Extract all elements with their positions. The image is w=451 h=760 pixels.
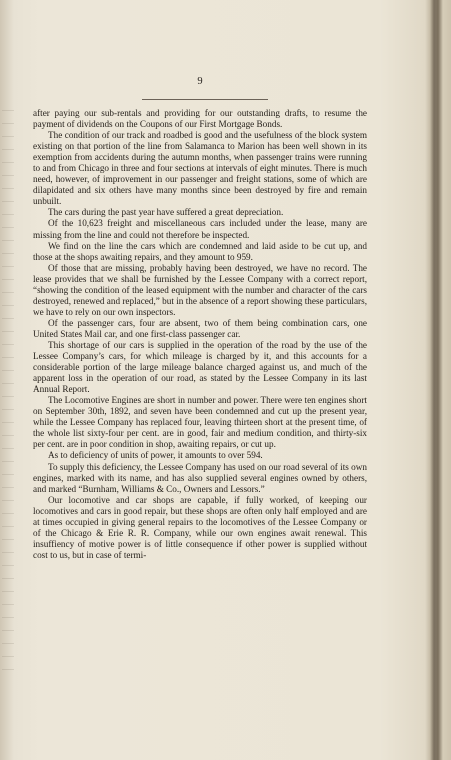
paragraph-10: As to deficiency of units of power, it amounts to over 594. xyxy=(48,450,263,461)
paragraph-4: Of the 10,623 freight and miscellaneous cars included under the lease, many are missing from the line and could not therefore be inspected. xyxy=(33,218,367,240)
paragraph-1: after paying our sub-rentals and providing for our outstanding drafts, to resume the payment of dividends on the Coupons of our First Mortgage Bonds. xyxy=(33,108,367,130)
paragraph-11: To supply this deficiency, the Lessee Company has used on our road several of its own engines, marked with its name, and has also supplied several engines owned by others, and marked “Burnham, Williams & Co., Owners and Lessors.” xyxy=(33,461,367,494)
paragraph-2: The condition of our track and roadbed is good and the usefulness of the block system existing on that portion of the line from Salamanca to Marion has been well shown in its exemption from accidents during the autumn months, when passenger trains were running to and from Chicago in three and four sections at intervals of eight minutes. There is much need, however, of improvement in our passenger and freight stations, some of which are dilapidated and six others have many months since been destroyed by fire and remain unbuilt. xyxy=(33,130,367,207)
paragraph-7: Of the passenger cars, four are absent, two of them being combination cars, one United States Mail car, and one first-class passenger car. xyxy=(33,317,367,339)
body-text xyxy=(33,108,367,561)
paragraph-5: We find on the line the cars which are condemned and laid aside to be cut up, and those at the shops awaiting repairs, and they amount to 959. xyxy=(33,240,367,262)
paragraph-3: The cars during the past year have suffered a great depreciation. xyxy=(48,207,284,218)
page-number: 9 xyxy=(197,76,203,87)
header-rule xyxy=(142,99,268,100)
paragraph-9: The Locomotive Engines are short in number and power. There were ten engines short on September 30th, 1892, and seven have been condemned and cut up the present year, while the Lessee Company has replaced four, leaving thirteen short at the present time, of the whole list sixty-four per cent. are in good, fair and medium condition, and thirty-six per cent. are in poor condition in shop, awaiting repairs, or cut up. xyxy=(33,395,367,450)
paragraph-8: This shortage of our cars is supplied in the operation of the road by the use of the Lessee Company’s cars, for which mileage is charged by it, and this accounts for a considerable portion of the large mileage balance charged against us, and much of the apparent loss in the operation of our road, as stated by the Lessee Company in its last Annual Report. xyxy=(33,339,367,395)
facing-page-bleed xyxy=(2,110,14,670)
book-spine-shadow xyxy=(430,0,438,760)
paragraph-12: Our locomotive and car shops are capable, if fully worked, of keeping our locomotives and cars in good repair, but these shops are often only half employed and are at times occupied in giving general repairs to the locomotives of the Lessee Company or of the Chicago & Erie R. R. Company, while our own engines await renewal. This insuffiency of motive power is of little consequence if other power is supplied without cost to us, but in case of termi- xyxy=(33,494,367,560)
paragraph-6: Of those that are missing, probably having been destroyed, we have no record. The lease provides that we shall be furnished by the Lessee Company with a correct report, “showing the condition of the leased equipment with the number and character of the cars destroyed, renewed and replaced,” but in the absence of a report showing these particulars, we have to rely on our own inspectors. xyxy=(33,262,367,317)
